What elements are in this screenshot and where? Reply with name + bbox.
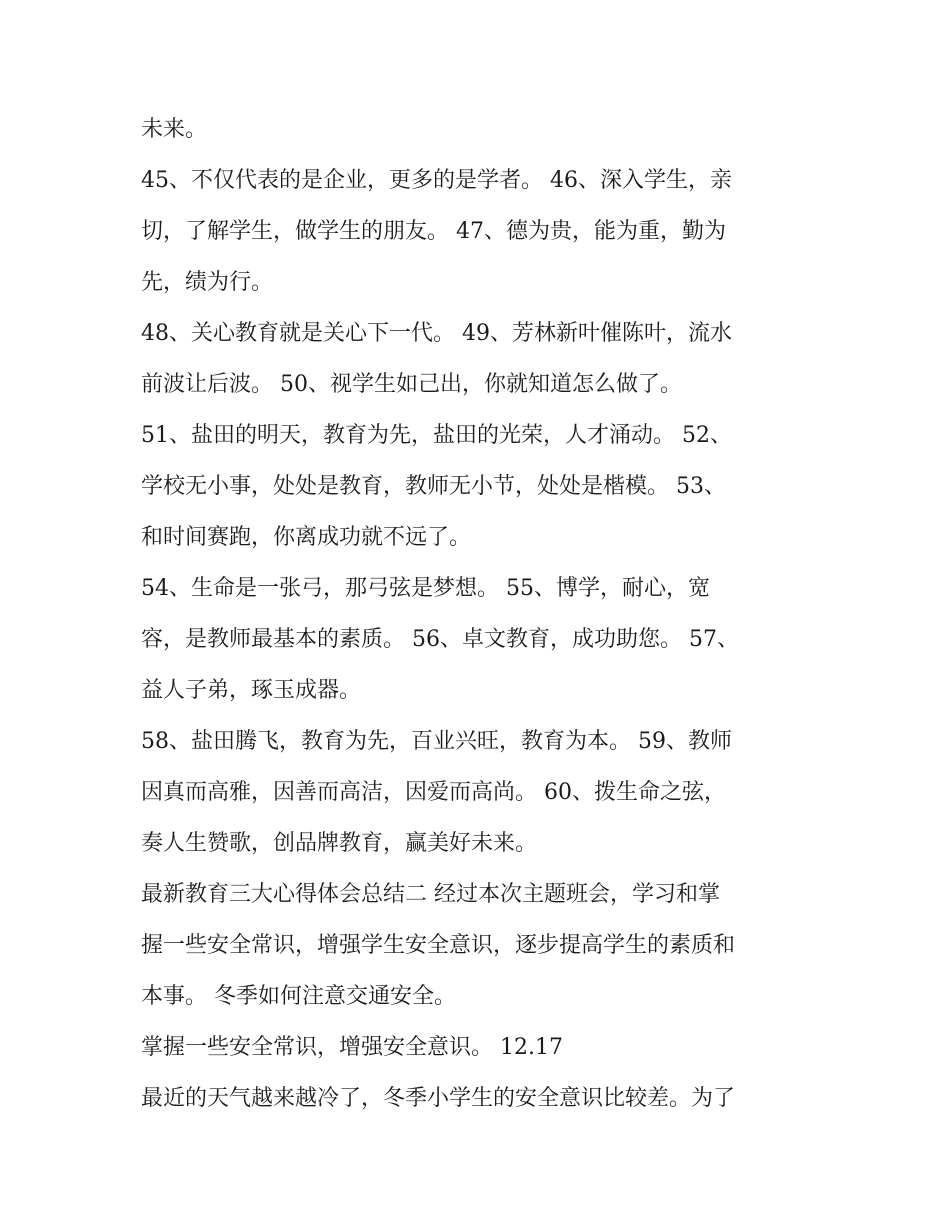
text-line: 掌握一些安全常识，增强安全意识。 12.17 bbox=[141, 1035, 563, 1060]
text-line: 最近的天气越来越冷了，冬季小学生的安全意识比较差。为了 bbox=[141, 1086, 736, 1111]
text-line: 切，了解学生，做学生的朋友。 47、德为贵，能为重，勤为 bbox=[141, 219, 726, 244]
text-line: 未来。 bbox=[141, 117, 208, 142]
text-line: 容，是教师最基本的素质。 56、卓文教育，成功助您。 57、 bbox=[141, 627, 739, 652]
text-line: 奏人生赞歌，创品牌教育，赢美好未来。 bbox=[141, 831, 538, 856]
text-line: 48、关心教育就是关心下一代。 49、芳林新叶催陈叶，流水 bbox=[141, 321, 732, 346]
text-line: 握一些安全常识，增强学生安全意识，逐步提高学生的素质和 bbox=[141, 933, 736, 958]
text-line: 54、生命是一张弓，那弓弦是梦想。 55、博学，耐心，宽 bbox=[141, 576, 710, 601]
text-line: 学校无小事，处处是教育，教师无小节，处处是楷模。 53、 bbox=[141, 474, 726, 499]
text-line: 因真而高雅，因善而高洁，因爱而高尚。 60、拨生命之弦， bbox=[141, 780, 726, 805]
text-line: 最新教育三大心得体会总结二 经过本次主题班会，学习和掌 bbox=[141, 882, 720, 907]
document-body bbox=[141, 104, 821, 1124]
text-line: 58、盐田腾飞，教育为先，百业兴旺，教育为本。 59、教师 bbox=[141, 729, 732, 754]
text-line: 益人子弟，琢玉成器。 bbox=[141, 678, 362, 703]
text-line: 本事。 冬季如何注意交通安全。 bbox=[141, 984, 456, 1009]
text-line: 45、不仅代表的是企业，更多的是学者。 46、深入学生，亲 bbox=[141, 168, 732, 193]
text-line: 51、盐田的明天，教育为先，盐田的光荣，人才涌动。 52、 bbox=[141, 423, 732, 448]
text-line: 前波让后波。 50、视学生如己出，你就知道怎么做了。 bbox=[141, 372, 682, 397]
text-line: 和时间赛跑，你离成功就不远了。 bbox=[141, 525, 472, 550]
text-line: 先，绩为行。 bbox=[141, 270, 274, 295]
